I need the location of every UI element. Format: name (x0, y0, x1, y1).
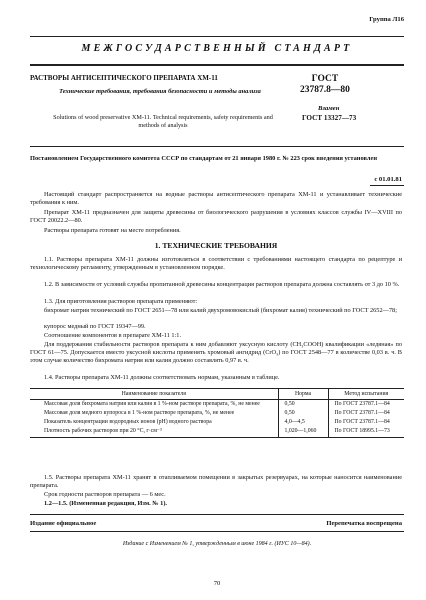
table-row (30, 400, 404, 410)
amendment-note: 1.2—1.5. (Измененная редакция, Изм. № 1). (44, 500, 168, 507)
footer-rule (30, 514, 404, 515)
intro-paragraph: Настоящий стандарт распространяется на водные растворы антисептического препарата ХМ-11 и устанавливает технические требования к ним. (30, 191, 402, 206)
storage-paragraph: 1.5. Растворы препарата ХМ-11 хранят в отапливаемом помещении в закрытых резервуарах, на которые наносится наименование препарата. (30, 474, 402, 489)
replaces-label: Взамен (318, 105, 340, 112)
shelf-life-paragraph: Срок годности растворов препарата — 6 мес. (44, 491, 166, 498)
footer-rule-2 (30, 531, 404, 532)
group-code: Группа Л16 (369, 16, 404, 23)
indicator-method: По ГОСТ 23787.1—84 (334, 410, 390, 416)
indicator-name: Плотность рабочих растворов при 20 °С, г·см⁻³ (30, 427, 278, 438)
effective-date: с 01.01.81 (374, 176, 402, 183)
intro-paragraph: Растворы препарата готовят на месте потребления. (44, 227, 181, 234)
table-header-cell: Норма (278, 389, 328, 400)
section-paragraph: 1.2. В зависимости от условий службы пропитанной древесины концентрация растворов препарата должна составлять от 3 до 10 %. (44, 281, 400, 288)
table-row (30, 409, 404, 418)
section-paragraph: Соотношение компонентов в препарате ХМ-11 1:1. (44, 332, 182, 339)
standard-header: МЕЖГОСУДАРСТВЕННЫЙ СТАНДАРТ (81, 43, 353, 54)
indicator-name: Массовая доля бихромата натрия или калия в 1 %-ном растворе препарата, %, не менее (30, 400, 278, 410)
indicator-norm: 0,50 (278, 409, 328, 418)
table-header-cell: Метод испытания (328, 389, 404, 400)
section-paragraph: бихромат натрия технический по ГОСТ 2651—78 или калий двухромовокислый (бихромат калия) технический по ГОСТ 2652—78; (44, 307, 397, 314)
section-paragraph: 1.3. Для приготовления растворов препарата применяют: (44, 298, 198, 305)
decree-text: Постановлением Государственного комитета СССР по стандартам от 21 января 1980 г. № 223 срок введения установлен (30, 155, 377, 162)
title-block-rule (30, 146, 404, 147)
indicator-name: Массовая доля медного купороса в 1 %-ном растворе препарата, %, не менее (30, 409, 278, 418)
replaced-standard: ГОСТ 13327—73 (302, 114, 357, 122)
indicator-method: По ГОСТ 18995.1—73 (328, 427, 404, 438)
intro-paragraph: Препарат ХМ-11 предназначен для защиты древесины от биологического разрушения в условиях классов службы IV—XVIII по ГОСТ 20022.2—80. (30, 209, 402, 224)
table-row (30, 427, 404, 438)
section-title: 1. ТЕХНИЧЕСКИЕ ТРЕБОВАНИЯ (154, 241, 278, 250)
header-bottom-rule (30, 64, 404, 66)
section-paragraph: купорос медный по ГОСТ 19347—99. (44, 323, 146, 330)
english-title: Solutions of wood preservative XM-11. Technical requirements, safety requirements and methods of analysis (53, 114, 273, 129)
gost-label: ГОСТ (311, 74, 339, 84)
indicator-name: Показатель концентрации водородных ионов (pH) водного раствора (30, 418, 278, 427)
reprint-prohibited-label: Перепечатка воспрещена (326, 520, 402, 527)
indicator-norm: 0,50 (278, 400, 328, 410)
document-title: РАСТВОРЫ АНТИСЕПТИЧЕСКОГО ПРЕПАРАТА ХМ-11 (30, 74, 218, 82)
norms-table (30, 388, 404, 438)
document-subtitle: Технические требования, требования безопасности и методы анализа (59, 88, 261, 95)
effective-date-underline (370, 185, 404, 186)
gost-designation (300, 74, 350, 96)
header-top-rule (30, 36, 404, 37)
table-header-row (30, 389, 404, 400)
gost-number: 23787.8—80 (300, 85, 350, 95)
section-paragraph: 1.1. Растворы препарата ХМ-11 должны изготовляться в соответствии с требованиями настоящего стандарта по рецептуре и технологическому регламенту, утвержденным в установленном порядке. (30, 256, 402, 271)
page-number: 70 (213, 580, 221, 587)
indicator-method: По ГОСТ 23787.1—84 (334, 419, 390, 425)
table-header-cell: Наименование показателя (30, 389, 278, 400)
official-edition-label: Издание официальное (30, 520, 97, 527)
edition-note: Издание с Изменением № 1, утвержденным в июне 1984 г. (ИУС 10—84). (122, 541, 312, 547)
section-paragraph: 1.4. Растворы препарата ХМ-11 должны соответствовать нормам, указанным в таблице. (44, 374, 280, 381)
indicator-method: По ГОСТ 23787.1—84 (334, 401, 390, 407)
indicator-norm: 1,020—1,060 (278, 427, 328, 438)
indicator-norm: 4,0—4,5 (278, 418, 328, 427)
section-paragraph: Для поддержания стабильности растворов препарата к ним добавляют уксусную кислоту (CH₃COOH) квалификации «ледяная» по ГОСТ 61—75. Допускается вместо уксусной кислоты применять хромовый ангидрид (CrO₃) по ГОСТ 2548—77 в количестве 0,03 в. ч. В этом случае количество бихромата натрия или калия должно составлять 0,97 в. ч. (30, 341, 402, 364)
table-row (30, 418, 404, 427)
